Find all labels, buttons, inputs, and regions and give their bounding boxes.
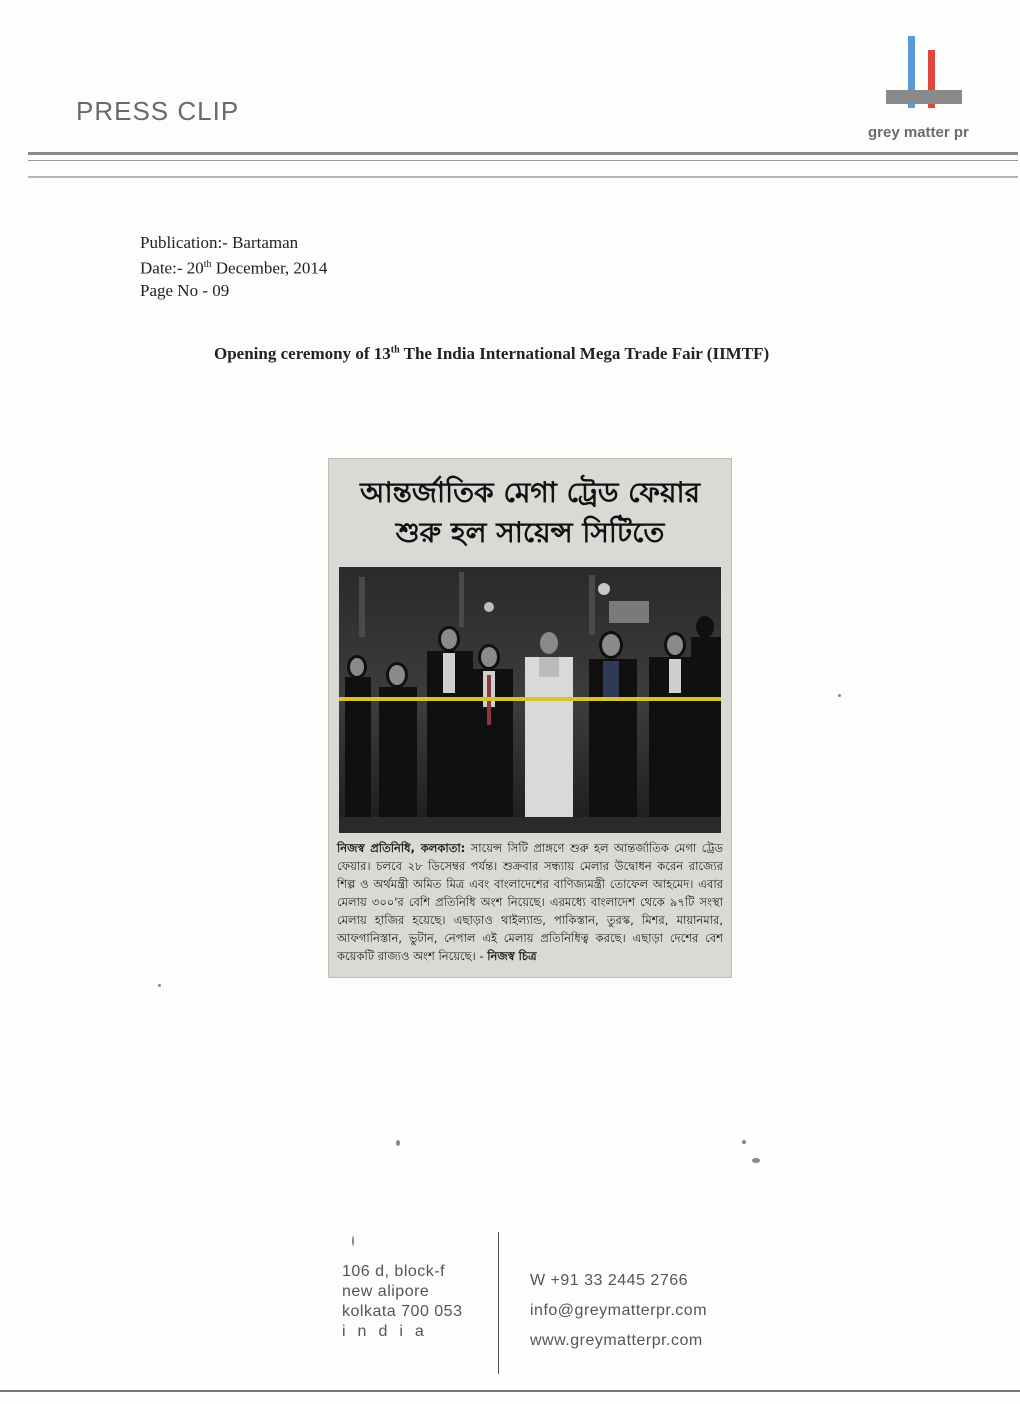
scan-speck [838, 694, 841, 697]
publication-details [140, 232, 327, 302]
address-line-1: 106 d, block-f [342, 1263, 446, 1280]
scan-speck [396, 1140, 400, 1146]
brand-name: grey matter pr [868, 124, 969, 141]
clip-headline [214, 344, 854, 364]
photo-caption [337, 839, 723, 965]
scan-speck [742, 1140, 746, 1144]
date-rest: December, 2014 [211, 258, 328, 278]
address-line-4: india [342, 1323, 436, 1340]
scan-speck [352, 1236, 354, 1246]
phone-number: W +91 33 2445 2766 [530, 1272, 689, 1289]
header-rule [28, 152, 1018, 155]
header-rule-lower [28, 176, 1018, 178]
date-prefix: Date:- 20 [140, 258, 204, 278]
date-line [140, 254, 327, 280]
footer-contact [530, 1266, 707, 1356]
caption-body: সায়েন্স সিটি প্রাঙ্গণে শুরু হল আন্তর্জাতিক মেগা ট্রেড ফেয়ার। চলবে ২৮ ডিসেম্বর পর্যন্ত। শুক্রবার সন্ধ্যায় মেলার উদ্বোধন করেন রাজ্যের শিল্প ও অর্থমন্ত্রী অমিত মিত্র এবং বাংলাদেশের বাণিজ্যমন্ত্রী তোফেল আহমেদ। এবার মেলায় ৩০০'র বেশি প্রতিনিধি অংশ নিয়েছে। এরমধ্যে বাংলাদেশ থেকে ৯৭টি সংস্থা মেলায় হাজির হয়েছে। এছাড়াও থাইল্যান্ড, পাকিস্তান, তুরস্ক, মিশর, মায়ানমার, আফগানিস্তান, ভুটান, নেপাল এই মেলায় প্রতিনিধিত্ব করছে। এছাড়া দেশের বেশ কয়েকটি রাজ্যও অংশ নিয়েছে। - [337, 841, 723, 963]
clipping-title [329, 473, 731, 553]
date-suffix-sup: th [203, 259, 212, 270]
scan-speck [158, 984, 161, 987]
address-line-3: kolkata 700 053 [342, 1303, 463, 1320]
page-line: Page No - 09 [140, 280, 230, 300]
caption-lead: নিজস্ব প্রতিনিধি, কলকাতা: [337, 841, 466, 855]
grey-matter-logo-icon [886, 34, 966, 112]
newspaper-clipping [328, 458, 732, 978]
headline-prefix: Opening ceremony of 13 [214, 344, 391, 363]
brand-logo [868, 34, 988, 146]
header-rule-thin [28, 160, 1018, 161]
headline-suffix: The India International Mega Trade Fair (IIMTF) [399, 344, 770, 363]
footer-divider [498, 1232, 499, 1374]
photo-illustration [339, 567, 721, 833]
footer-address [342, 1262, 462, 1342]
press-clip-title: PRESS CLIP [76, 96, 240, 126]
clipping-title-line1: আন্তর্জাতিক মেগা ট্রেড ফেয়ার [359, 476, 701, 509]
page-bottom-rule [0, 1390, 1020, 1392]
ribbon-cutting-photo [339, 567, 721, 833]
headline-sup: th [390, 344, 400, 356]
publication-line: Publication:- Bartaman [140, 233, 299, 252]
clipping-title-line2: শুরু হল সায়েন্স সিটিতে [395, 516, 665, 549]
scan-speck [752, 1158, 760, 1163]
address-line-2: new alipore [342, 1283, 430, 1300]
email-address[interactable]: info@greymatterpr.com [530, 1302, 708, 1319]
caption-credit: নিজস্ব চিত্র [487, 949, 537, 963]
website-link[interactable]: www.greymatterpr.com [530, 1332, 703, 1349]
